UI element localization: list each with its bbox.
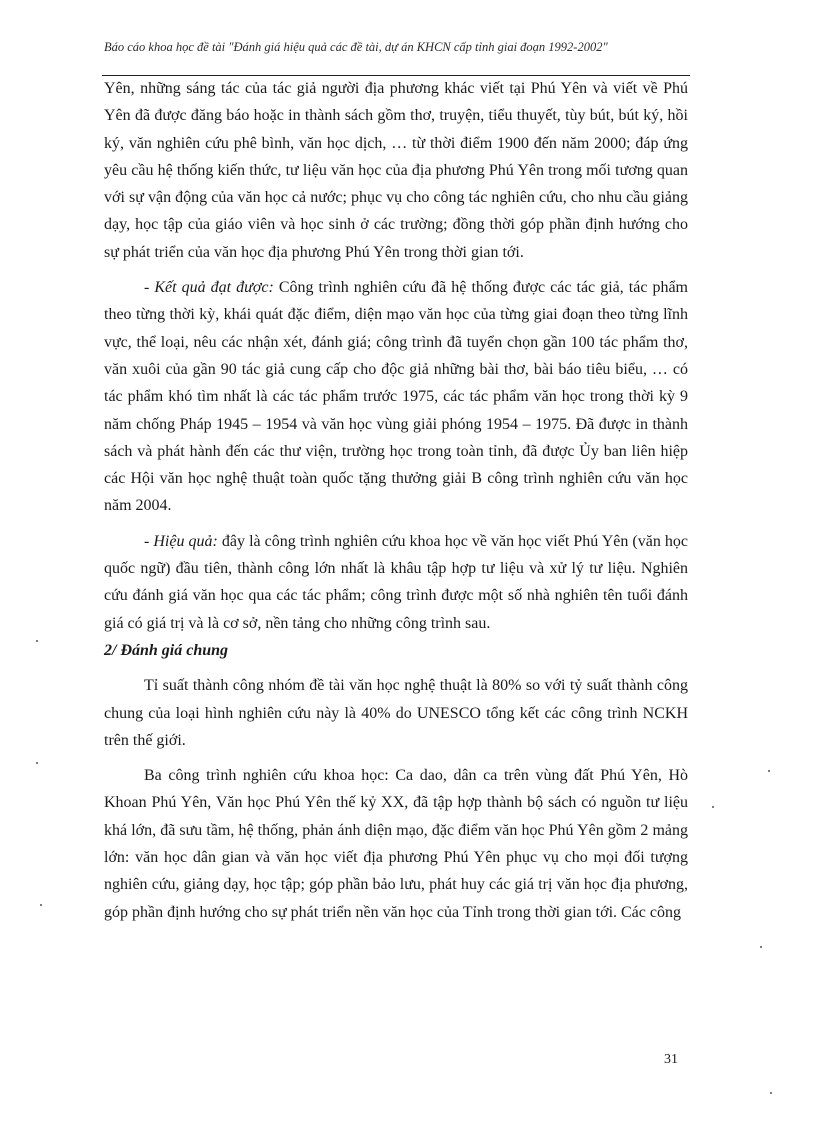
label-results: - Kết quả đạt được: [144,279,274,297]
scan-speck [36,762,38,764]
scan-speck [712,806,714,808]
paragraph-results-text: Công trình nghiên cứu đã hệ thống được các tác giả, tác phẩm theo từng thời kỳ, khái quát đặc điểm, diện mạo văn học của từng giai đoạn theo từng lĩnh vực, thể loại, nêu các nhận xét, đánh giá; công trình đã tuyển chọn gần 100 tác phẩm thơ, văn xuôi của gần 90 tác giả cung cấp cho độc giả những bài thơ, bài báo tiêu biểu, … có tác phẩm khó tìm nhất là các tác phẩm trước 1975, các tác phẩm văn học trong thời kỳ 9 năm chống Pháp 1945 – 1954 và văn học vùng giải phóng 1954 – 1975. Đã được in thành sách và phát hành đến các thư viện, trường học trong toàn tỉnh, đã được Ủy ban liên hiệp các Hội văn học nghệ thuật toàn quốc tặng thưởng giải B công trình nghiên cứu văn học năm 2004. [104,279,688,515]
running-header: Báo cáo khoa học đề tài "Đánh giá hiệu quả các đề tài, dự án KHCN cấp tỉnh giai đoạn 1992-2002" [104,40,608,54]
scan-speck [770,1092,772,1094]
scan-speck [36,640,38,642]
paragraph-effectiveness-text: đây là công trình nghiên cứu khoa học về văn học viết Phú Yên (văn học quốc ngữ) đầu tiên, thành công lớn nhất là khâu tập hợp tư liệu và xử lý tư liệu. Nghiên cứu đánh giá văn học qua các tác phẩm; công trình được một số nhà nghiên tên tuổi đánh giá có giá trị và là cơ sở, nền tảng cho những công trình sau. [104,532,689,632]
section-heading: 2/ Đánh giá chung [104,641,229,659]
paragraph-general-assessment: Tỉ suất thành công nhóm đề tài văn học nghệ thuật là 80% so với tỷ suất thành công chung của loại hình nghiên cứu này là 40% do UNESCO tổng kết các công trình NCKH trên thế giới. [104,677,688,749]
page-number: 31 [664,1052,678,1067]
paragraph-three-works: Ba công trình nghiên cứu khoa học: Ca dao, dân ca trên vùng đất Phú Yên, Hò Khoan Phú Yên, Văn học Phú Yên thế kỷ XX, đã tập hợp thành bộ sách có nguồn tư liệu khá lớn, đã sưu tầm, hệ thống, phản ánh diện mạo, đặc điểm văn học Phú Yên gồm 2 mảng lớn: văn học dân gian và văn học viết địa phương Phú Yên phục vụ cho mọi đối tượng nghiên cứu, giảng dạy, học tập; góp phần bảo lưu, phát huy các giá trị văn học địa phương, góp phần định hướng cho sự phát triển nền văn học của Tỉnh trong thời gian tới. Các công [104,767,688,921]
paragraph-results [104,274,688,520]
body-text [104,75,688,926]
scan-speck [40,904,42,906]
paragraph-effectiveness [104,528,688,637]
scan-speck [768,770,770,772]
label-effectiveness: - Hiệu quả: [144,532,218,550]
paragraph-continuation: Yên, những sáng tác của tác giả người địa phương khác viết tại Phú Yên và viết về Phú Yên đã được đăng báo hoặc in thành sách gồm thơ, truyện, tiểu thuyết, tùy bút, bút ký, hồi ký, văn nghiên cứu phê bình, văn học dịch, … từ thời điểm 1900 đến năm 2000; đáp ứng yêu cầu hệ thống kiến thức, tư liệu văn học của địa phương Phú Yên trong mối tương quan với sự vận động của văn học cả nước; phục vụ cho công tác nghiên cứu, cho nhu cầu giảng dạy, học tập của giáo viên và học sinh ở các trường; đồng thời góp phần định hướng cho sự phát triển của văn học địa phương Phú Yên trong thời gian tới. [104,80,688,261]
scan-speck [760,946,762,948]
